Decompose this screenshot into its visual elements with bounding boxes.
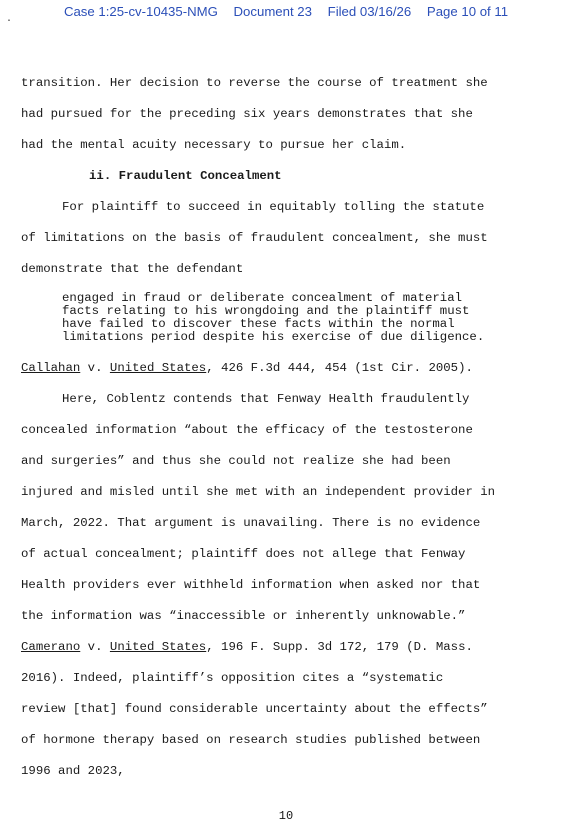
body-line: had pursued for the preceding six years demonstrates that she (21, 107, 473, 121)
citation-sep: v. (80, 361, 110, 375)
body-line: the information was “inaccessible or inherently unknowable.” (21, 609, 466, 623)
body-line: of hormone therapy based on research studies published between (21, 733, 481, 747)
case-number: Case 1:25-cv-10435-NMG (63, 4, 218, 19)
block-quote-line: engaged in fraud or deliberate concealment of material (62, 291, 463, 305)
body-line: of limitations on the basis of fraudulent concealment, she must (21, 231, 488, 245)
case-name: Callahan (21, 361, 81, 375)
case-name: United States (109, 640, 207, 654)
filed-date: Filed 03/16/26 (327, 4, 412, 19)
page-number: 10 (278, 809, 294, 823)
body-line: 2016). Indeed, plaintiff’s opposition cites a “systematic (21, 671, 444, 685)
margin-mark: . (6, 14, 13, 25)
page-of: Page 10 of 11 (426, 4, 509, 19)
body-line: transition. Her decision to reverse the course of treatment she (21, 76, 488, 90)
ecf-header (0, 4, 572, 19)
body-line: Health providers ever withheld information when asked nor that (21, 578, 481, 592)
body-line: Here, Coblentz contends that Fenway Health fraudulently (62, 392, 470, 406)
body-line: For plaintiff to succeed in equitably tolling the statute (62, 200, 485, 214)
case-name: Camerano (21, 640, 81, 654)
section-heading: ii. Fraudulent Concealment (89, 169, 282, 183)
document-number: Document 23 (233, 4, 312, 19)
body-line: 1996 and 2023, (21, 764, 125, 778)
citation-sep: v. (80, 640, 110, 654)
body-line: and surgeries” and thus she could not realize she had been (21, 454, 451, 468)
citation-reporter: , 426 F.3d 444, 454 (1st Cir. 2005). (206, 361, 473, 375)
citation-camerano (21, 640, 473, 654)
body-line: of actual concealment; plaintiff does not allege that Fenway (21, 547, 466, 561)
block-quote-line: limitations period despite his exercise of due diligence. (62, 330, 485, 344)
case-name: United States (109, 361, 207, 375)
block-quote-line: have failed to discover these facts within the normal (62, 317, 455, 331)
body-line: demonstrate that the defendant (21, 262, 244, 276)
body-line: had the mental acuity necessary to pursue her claim. (21, 138, 407, 152)
citation-callahan (21, 361, 473, 375)
block-quote-line: facts relating to his wrongdoing and the plaintiff must (62, 304, 470, 318)
body-line: March, 2022. That argument is unavailing. There is no evidence (21, 516, 481, 530)
body-line: injured and misled until she met with an independent provider in (21, 485, 496, 499)
citation-reporter: , 196 F. Supp. 3d 172, 179 (D. Mass. (206, 640, 473, 654)
body-line: concealed information “about the efficacy of the testosterone (21, 423, 473, 437)
body-line: review [that] found considerable uncertainty about the effects” (21, 702, 488, 716)
